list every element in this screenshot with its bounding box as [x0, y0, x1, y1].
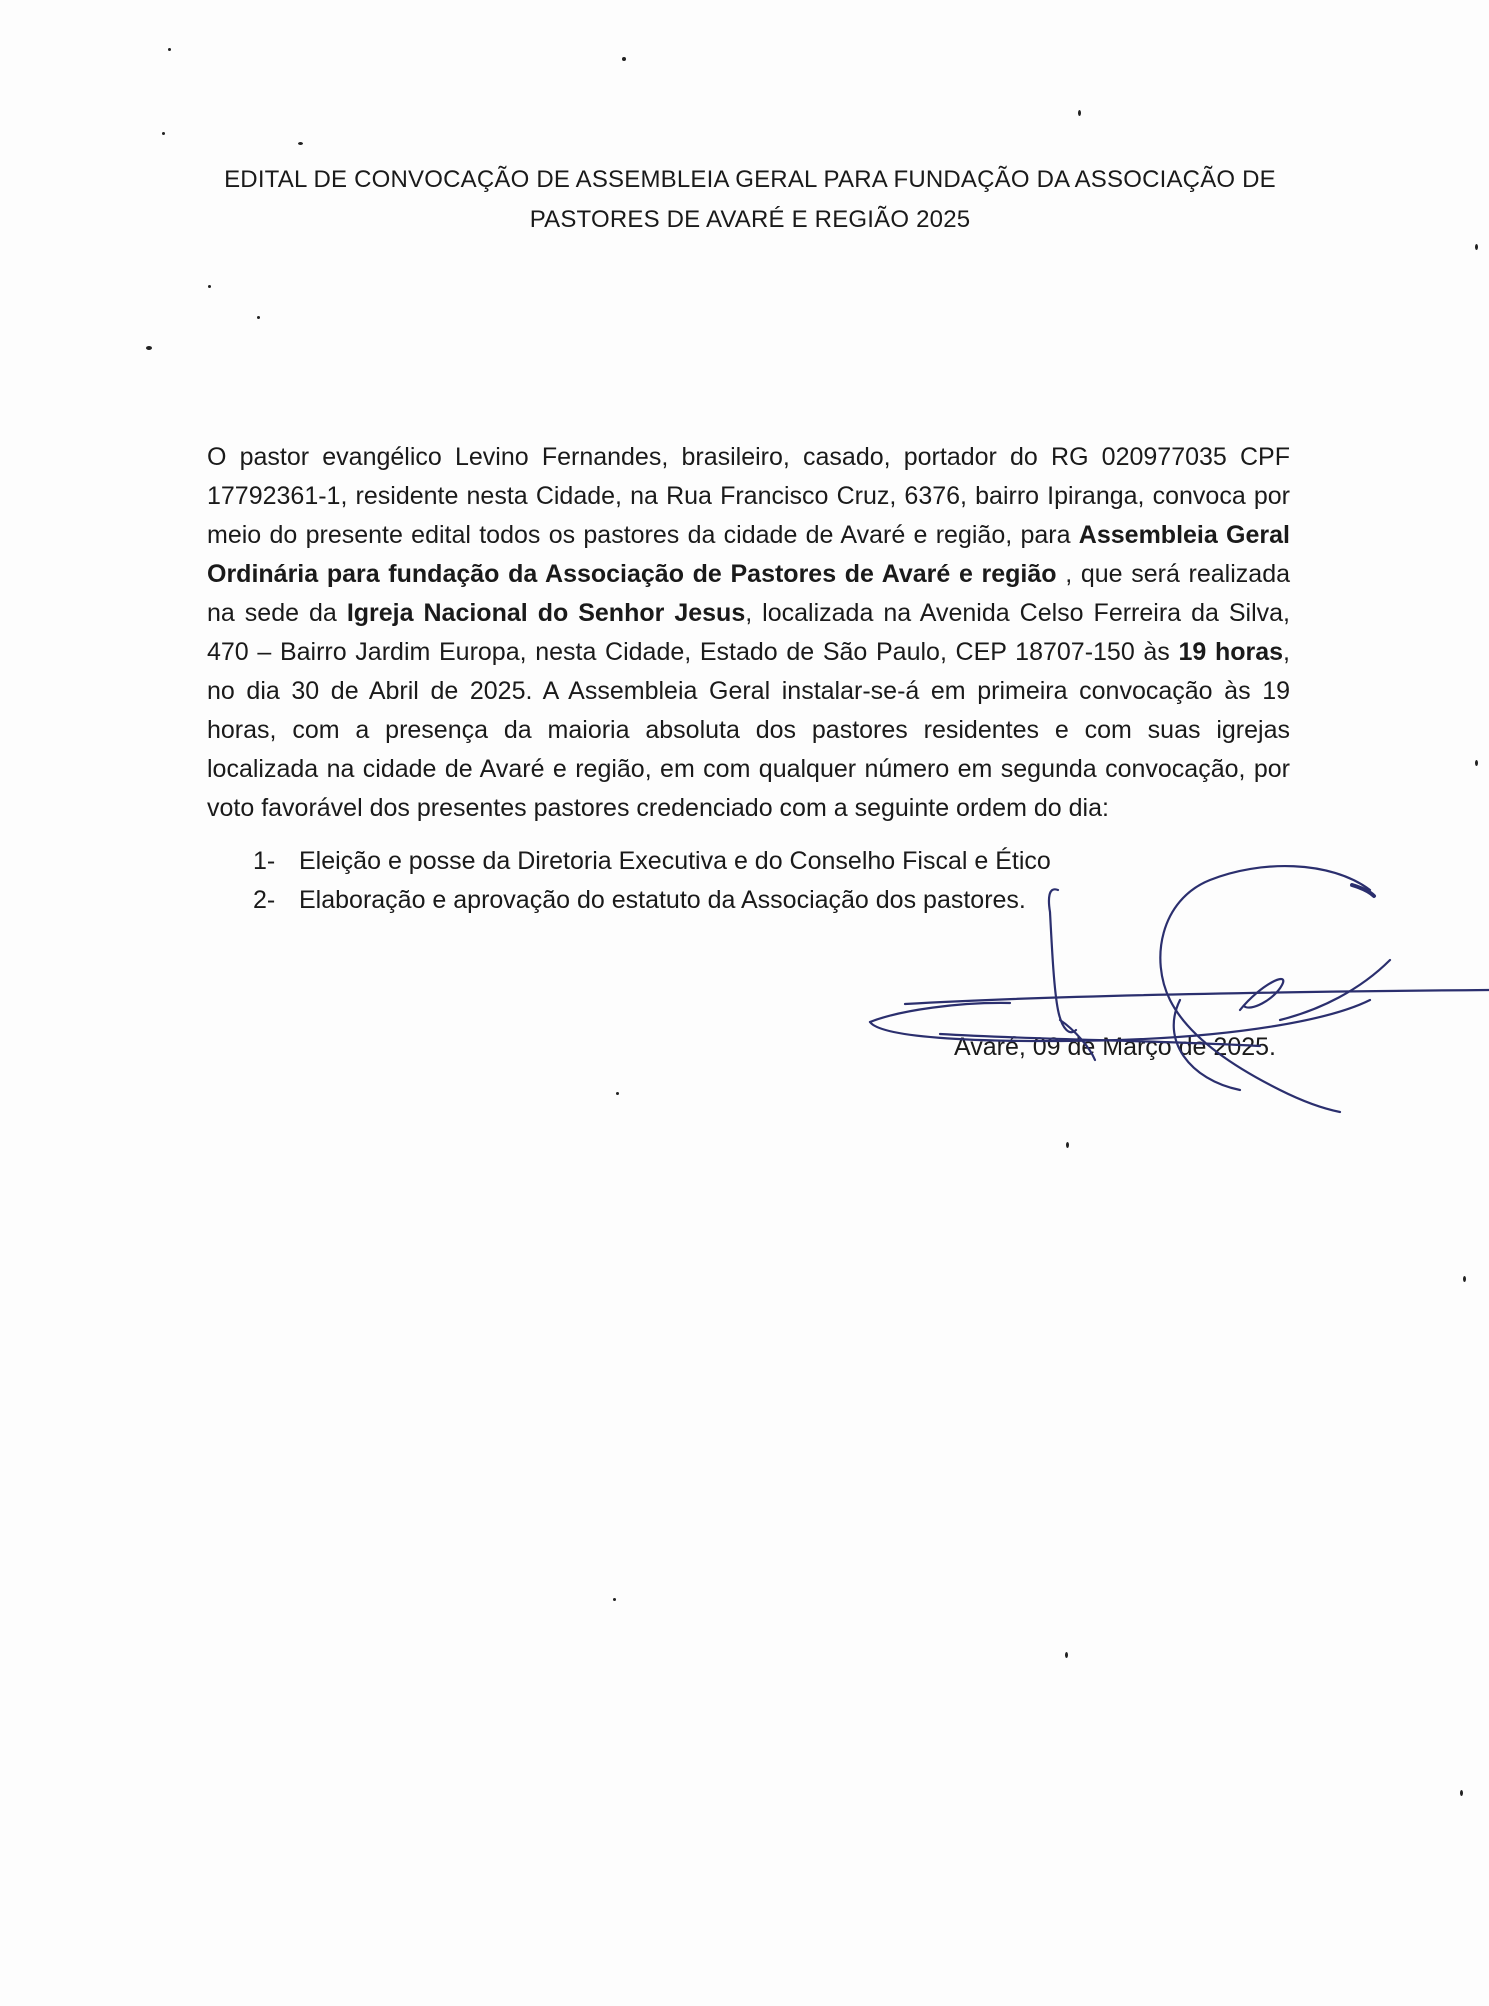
- body-text-3: , localizada na Avenida Celso Ferreira da Silva, 470 – Bairro Jardim Europa, nesta Cidade, Estado de São Paulo, CEP 18707-150 às: [207, 599, 1290, 666]
- scan-speck: [257, 316, 260, 319]
- scan-speck: [622, 57, 626, 61]
- body-bold-time: 19 horas: [1178, 638, 1284, 666]
- document-title: [200, 160, 1300, 240]
- agenda-item-number: 1-: [253, 847, 276, 875]
- scan-speck: [162, 132, 165, 135]
- body-text-4: , no dia 30 de Abril de 2025. A Assembleia Geral instalar-se-á em primeira convocação às 19 horas, com a presença da maioria absoluta dos pastores residentes e com suas igrejas localizada na cidade de Avaré e região, em com qualquer número em segunda convocação, por voto favorável dos presentes pastores credenciado com a seguinte ordem do dia:: [207, 638, 1290, 822]
- scan-speck: [1463, 1276, 1466, 1282]
- agenda-item: [253, 842, 1153, 881]
- scan-speck: [1475, 244, 1478, 250]
- body-text-1: O pastor evangélico Levino Fernandes, brasileiro, casado, portador do RG 020977035 CPF 17792361-1, residente nesta Cidade, na Rua Francisco Cruz, 6376, bairro Ipiranga, convoca por meio do presente edital todos os pastores da cidade de Avaré e região, para: [207, 443, 1290, 549]
- body-text-2: , que será realizada na sede da: [207, 560, 1290, 627]
- scan-speck: [1460, 1790, 1463, 1796]
- scan-speck: [1475, 760, 1478, 766]
- scan-speck: [1078, 110, 1081, 116]
- agenda-item: [253, 881, 1153, 920]
- scan-speck: [168, 48, 171, 51]
- body-paragraph: [207, 438, 1290, 828]
- place-date: Avaré, 09 de Março de 2025.: [954, 1033, 1276, 1061]
- scan-speck: [1066, 1142, 1069, 1148]
- scan-speck: [613, 1598, 616, 1601]
- agenda-list: [253, 842, 1153, 920]
- agenda-item-text: Eleição e posse da Diretoria Executiva e do Conselho Fiscal e Ético: [299, 847, 1051, 875]
- scan-speck: [208, 285, 211, 288]
- scan-speck: [146, 346, 152, 350]
- title-line-2: PASTORES DE AVARÉ E REGIÃO 2025: [529, 206, 971, 233]
- title-line-1: EDITAL DE CONVOCAÇÃO DE ASSEMBLEIA GERAL PARA FUNDAÇÃO DA ASSOCIAÇÃO DE: [224, 166, 1276, 193]
- body-bold-assembly: Assembleia Geral Ordinária para fundação da Associação de Pastores de Avaré e região: [207, 521, 1290, 588]
- scan-speck: [1065, 1652, 1068, 1658]
- agenda-item-number: 2-: [253, 886, 276, 914]
- scan-speck: [298, 142, 303, 145]
- body-bold-church: Igreja Nacional do Senhor Jesus: [346, 599, 746, 627]
- agenda-item-text: Elaboração e aprovação do estatuto da Associação dos pastores.: [299, 886, 1026, 914]
- scan-speck: [616, 1092, 619, 1095]
